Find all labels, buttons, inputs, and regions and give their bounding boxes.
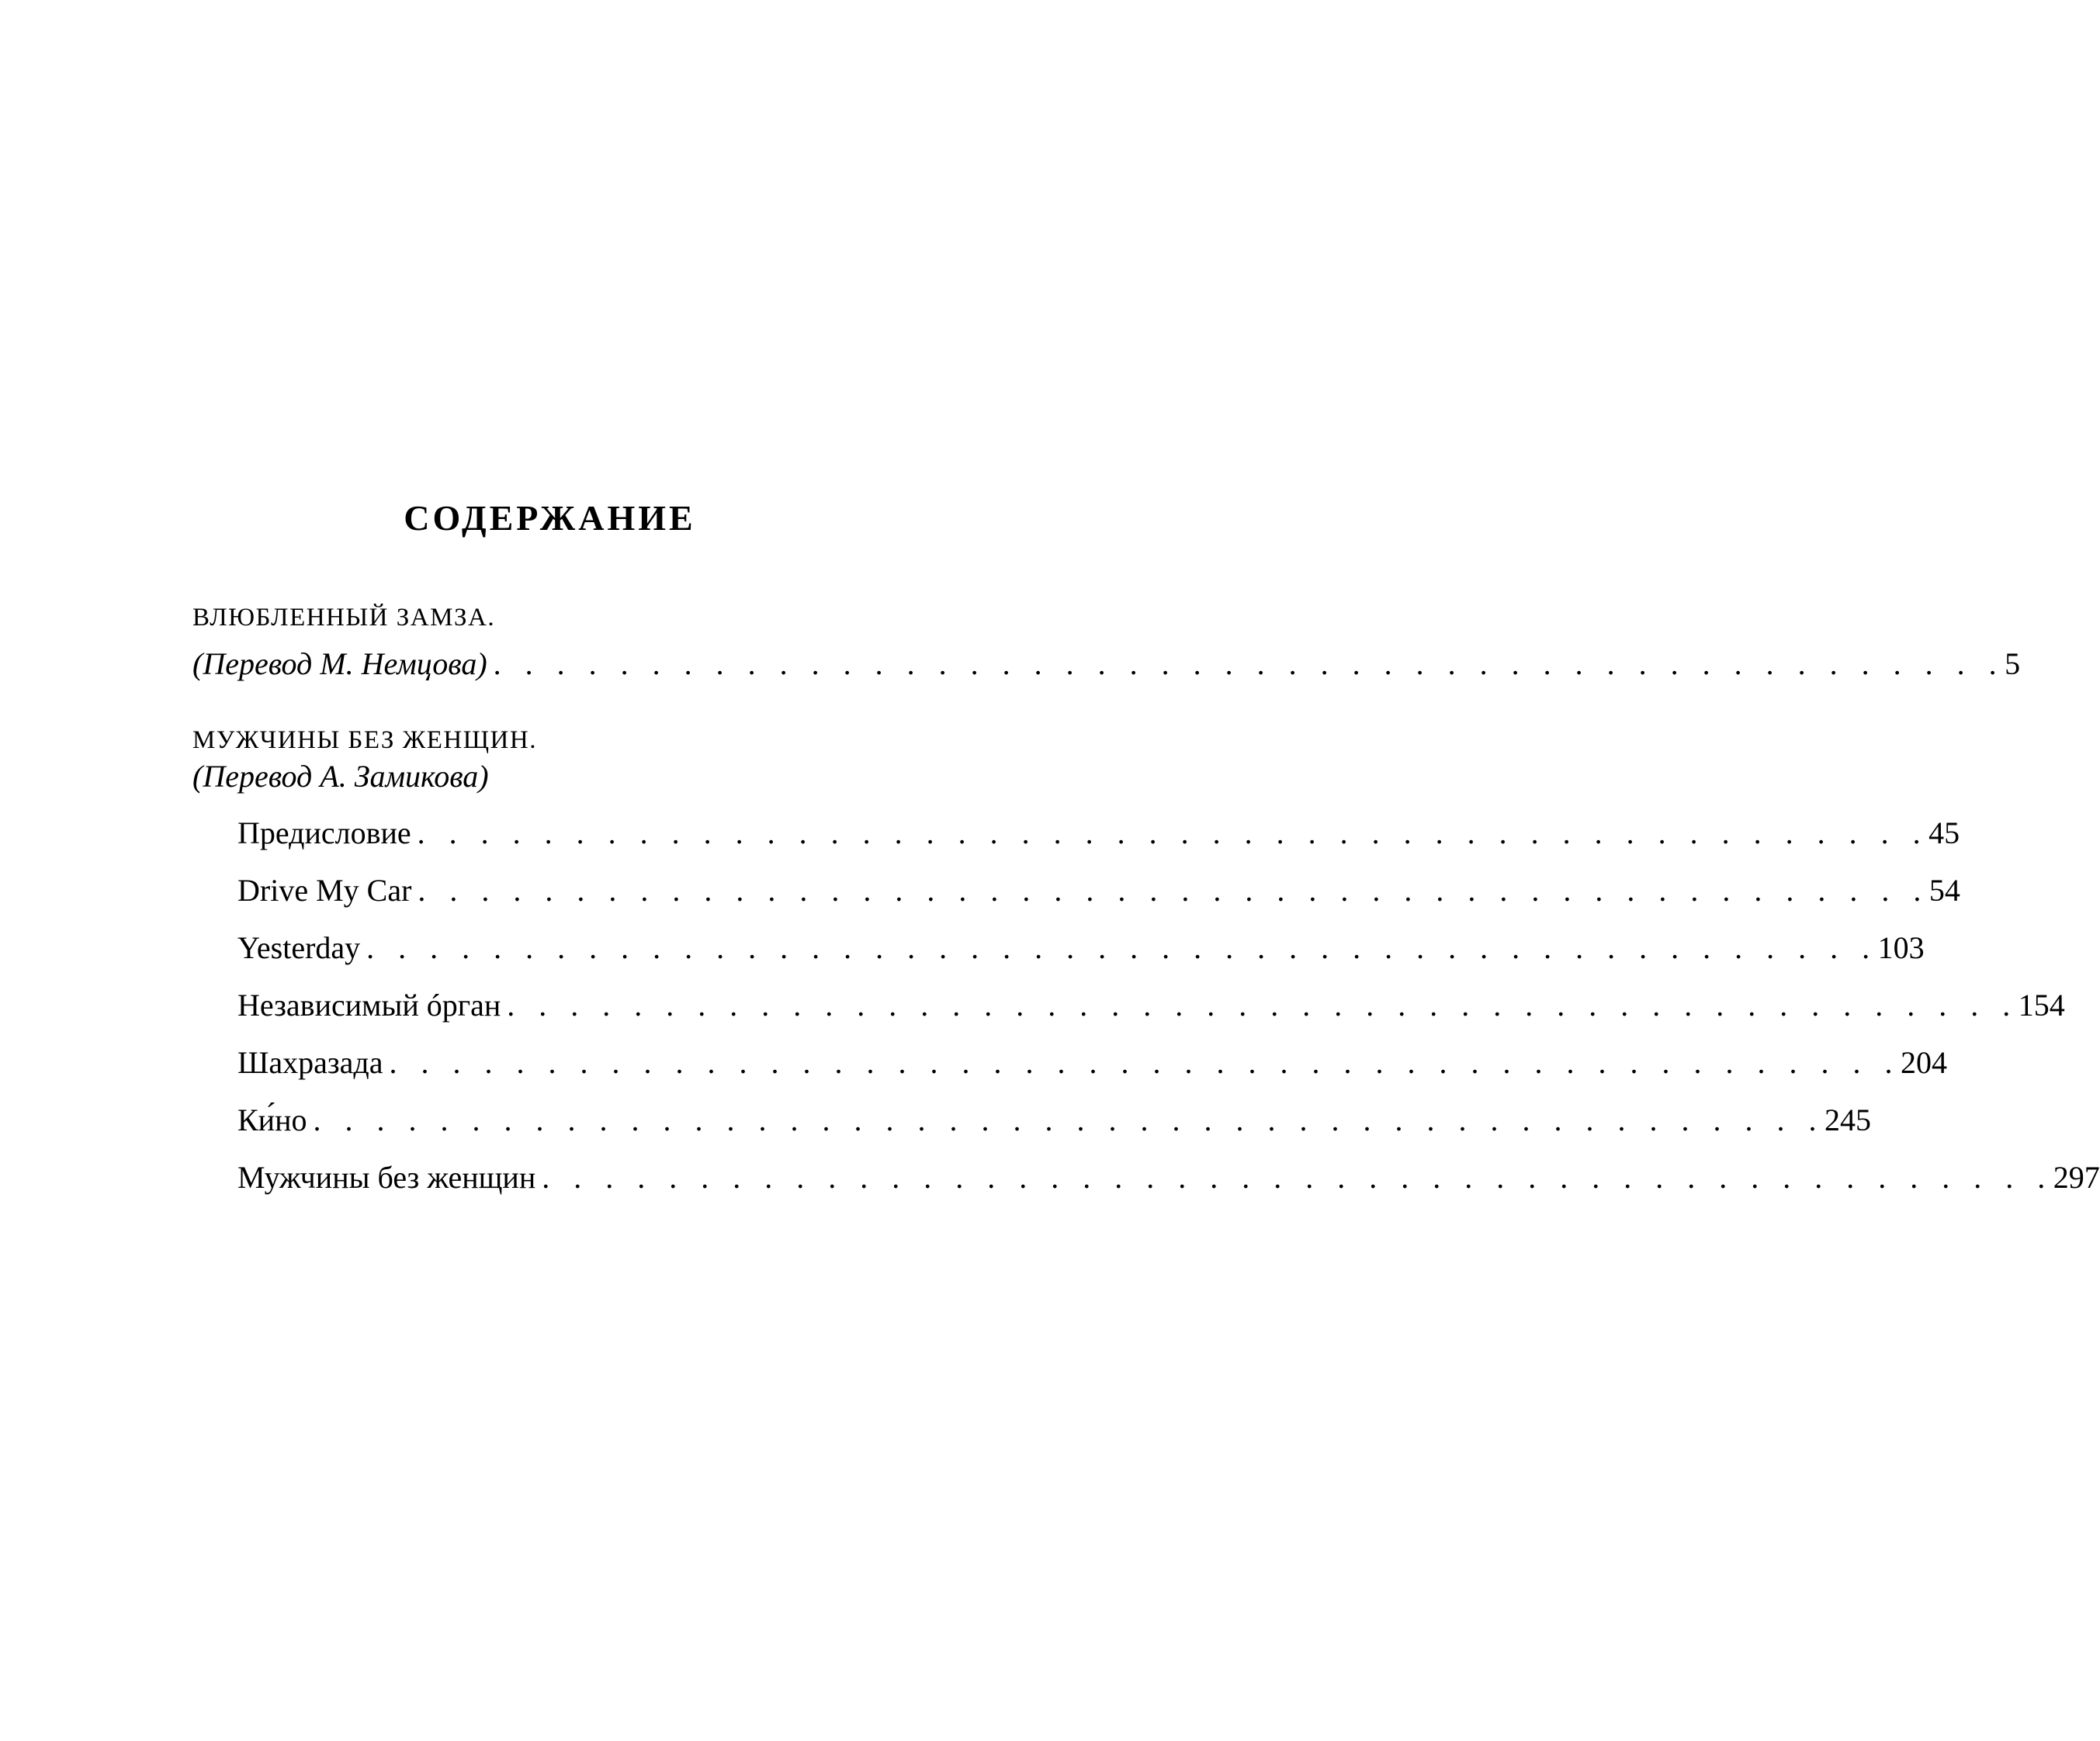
dot-leader: . . . . . . . . . . . . . . . . . . . . . . . . . . . . . . . . . . . . . . . . . . . . . . . .: [542, 1160, 2053, 1195]
entry-title: Мужчины без женщин: [237, 1160, 536, 1195]
toc-entry[interactable]: [237, 1156, 2100, 1199]
entry-title: Yesterday: [237, 930, 361, 965]
page-number: 103: [1877, 930, 1925, 965]
page-number: 245: [1825, 1102, 1871, 1137]
entry-title: Ки́но: [237, 1102, 307, 1137]
section-heading-zamza: ВЛЮБЛЕННЫЙ ЗАМЗА.: [192, 604, 496, 632]
entry-title: Drive My Car: [237, 873, 412, 908]
entry-title: Шахразада: [237, 1045, 383, 1080]
dot-leader: . . . . . . . . . . . . . . . . . . . . . . . . . . . . . . . . . . . . . . . . . . . . . . . .: [366, 930, 1878, 965]
toc-entry[interactable]: [237, 984, 2065, 1027]
page-number: 5: [2005, 646, 2021, 681]
page-number: 54: [1928, 873, 1960, 908]
page-number: 297: [2053, 1160, 2100, 1195]
dot-leader: . . . . . . . . . . . . . . . . . . . . . . . . . . . . . . . . . . . . . . . . . . . . . . . .: [507, 988, 2019, 1023]
dot-leader: . . . . . . . . . . . . . . . . . . . . . . . . . . . . . . . . . . . . . . . . . . . . . . . .: [313, 1102, 1825, 1137]
entry-title: Предисловие: [237, 815, 411, 850]
dot-leader: . . . . . . . . . . . . . . . . . . . . . . . . . . . . . . . . . . . . . . . . . . . . . . . .: [418, 873, 1929, 908]
dot-leader: . . . . . . . . . . . . . . . . . . . . . . . . . . . . . . . . . . . . . . . . . . . . . . . .: [417, 815, 1929, 850]
dot-leader: . . . . . . . . . . . . . . . . . . . . . . . . . . . . . . . . . . . . . . . . . . . . . . . .: [493, 646, 2005, 681]
toc-entry-zamza[interactable]: [192, 642, 2021, 686]
toc-entry[interactable]: [237, 812, 1960, 855]
page-title: СОДЕРЖАНИЕ: [404, 498, 696, 538]
toc-entry[interactable]: [237, 926, 1925, 970]
toc-entry[interactable]: [237, 1099, 1871, 1142]
entry-title: Независимый óрган: [237, 988, 501, 1023]
page-number: 45: [1928, 815, 1960, 850]
toc-entry[interactable]: [237, 1041, 1948, 1085]
page-number: 154: [2018, 988, 2065, 1023]
dot-leader: . . . . . . . . . . . . . . . . . . . . . . . . . . . . . . . . . . . . . . . . . . . . . . . .: [389, 1045, 1901, 1080]
page-number: 204: [1901, 1045, 1948, 1080]
translator-credit: (Перевод А. Замикова): [192, 759, 489, 794]
section-heading-men-without-women: МУЖЧИНЫ БЕЗ ЖЕНЩИН.: [192, 726, 537, 754]
toc-entry[interactable]: [237, 869, 1960, 912]
translator-credit: (Перевод М. Немцова): [192, 646, 487, 681]
